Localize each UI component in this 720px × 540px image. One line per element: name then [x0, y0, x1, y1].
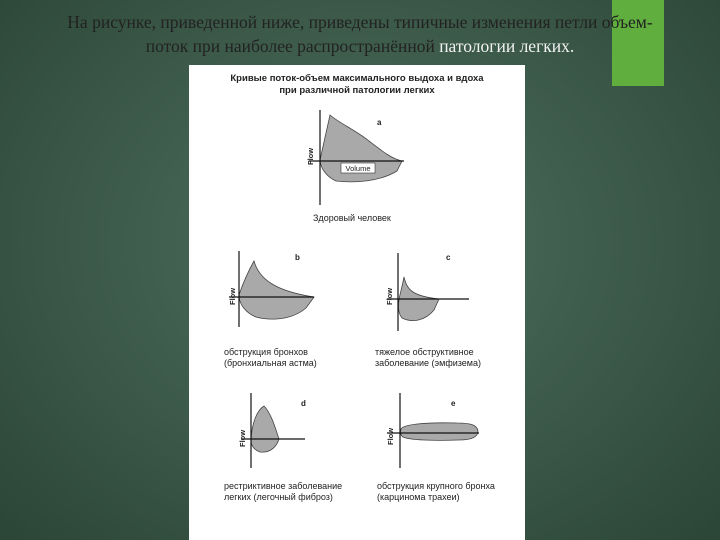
loop-b: [239, 261, 314, 319]
caption-e: [377, 481, 495, 503]
figure-title-line-2: при различной патологии легких: [279, 85, 435, 96]
flow-label-a: Flow: [306, 147, 315, 165]
panel-letter-c: c: [446, 253, 451, 262]
loop-e: [400, 423, 478, 441]
caption-b-line-2: (бронхиальная астма): [224, 358, 317, 368]
panel-letter-b: b: [295, 253, 300, 262]
flow-label-e: Flow: [386, 427, 395, 445]
caption-e-line-1: обструкция крупного бронха: [377, 481, 495, 491]
heading-line-2-dark: поток при наиболее распространённой: [145, 36, 440, 56]
loops-diagram: [189, 65, 525, 540]
caption-a: [313, 213, 391, 224]
caption-d: [224, 481, 342, 503]
panel-letter-e: e: [451, 399, 456, 408]
caption-b-line-1: обструкция бронхов: [224, 347, 308, 357]
caption-c-line-1: тяжелое обструктивное: [375, 347, 474, 357]
flow-volume-figure: [189, 65, 525, 540]
caption-e-line-2: (карцинома трахеи): [377, 492, 460, 502]
panel-letter-a: a: [377, 118, 382, 127]
loop-d: [251, 406, 279, 452]
volume-label: Volume: [345, 164, 371, 173]
flow-label-c: Flow: [385, 287, 394, 305]
slide-heading: [8, 10, 712, 58]
figure-title-line-1: Кривые поток-объем максимального выдоха и вдоха: [230, 73, 484, 84]
caption-d-line-1: рестриктивное заболевание: [224, 481, 343, 491]
caption-c-line-2: заболевание (эмфизема): [375, 358, 481, 368]
flow-label-b: Flow: [228, 287, 237, 305]
heading-line-2-highlight: патологии легких.: [439, 36, 575, 56]
caption-b: [224, 347, 317, 369]
panel-letter-d: d: [301, 399, 306, 408]
flow-label-d: Flow: [238, 429, 247, 447]
caption-a-line-1: Здоровый человек: [313, 213, 391, 223]
heading-line-1: На рисунке, приведенной ниже, приведены типичные изменения петли объем-: [67, 12, 653, 32]
caption-d-line-2: легких (легочный фиброз): [224, 492, 333, 502]
heading-line-2: [8, 34, 712, 58]
caption-c: [375, 347, 481, 369]
